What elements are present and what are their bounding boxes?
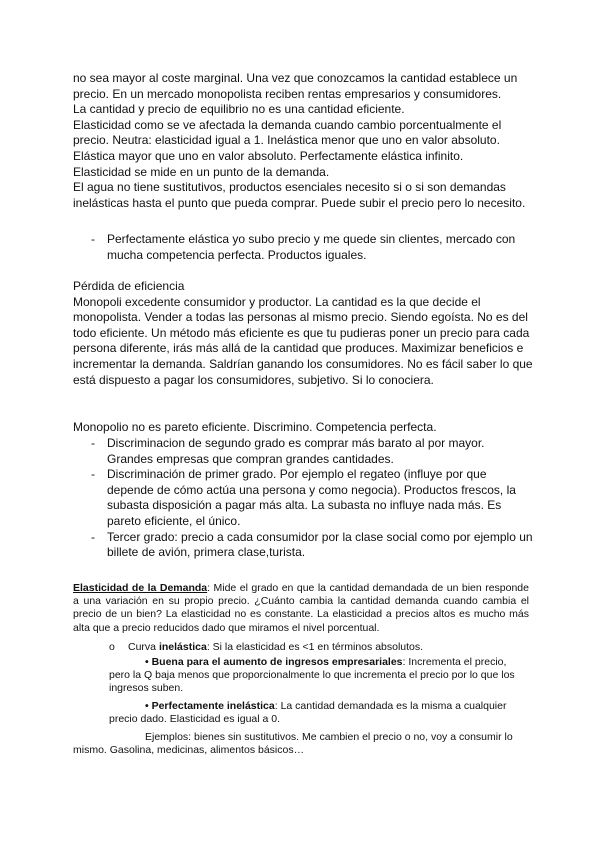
bullet-item	[91, 436, 533, 467]
bullet-text: Perfectamente elástica yo subo precio y me quede sin clientes, mercado con mucha competencia perfecta. Productos iguales.	[107, 232, 516, 262]
dash-marker: -	[91, 232, 95, 246]
section-title: Elasticidad de la Demanda	[73, 582, 208, 594]
paragraph: Elasticidad se mide en un punto de la demanda.	[73, 164, 330, 179]
dash-marker: -	[91, 529, 95, 544]
bullet-item	[91, 530, 533, 561]
bullet-item	[91, 232, 533, 263]
curve-inelastic-line	[128, 641, 528, 654]
sub-item-text: : La cantidad demandada es la misma a cualquier precio dado. Elasticidad es igual a 0.	[109, 700, 507, 726]
sub-item	[109, 656, 529, 696]
sub-item	[109, 700, 529, 726]
sub-item-text: : Incrementa el precio, pero la Q baja menos que proporcionalmente lo que incrementa el precio por lo que los ingresos suben.	[109, 656, 515, 695]
notes-block-1	[73, 71, 533, 211]
paragraph: La cantidad y precio de equilibrio no es una cantidad eficiente.	[73, 102, 405, 117]
paragraph: Monopolio no es pareto eficiente. Discrimino. Competencia perfecta.	[73, 420, 437, 434]
curve-term: inelástica	[158, 641, 207, 653]
paragraph: El agua no tiene sustitutivos, productos esenciales necesito si o si son demandas inelásticas hasta el punto que pueda comprar. Puede subir el precio pero lo necesito.	[73, 180, 526, 210]
section-intro: : Mide el grado en que la cantidad demandada de un bien responde a una variación en su propio precio. ¿Cuánto cambia la cantidad demanda cuando cambia el precio de un bien? La elasticidad no es constante. La elasticidad a precios altos es mucho más alta que a precio reducidos dado que miramos el nivel porcentual.	[73, 582, 529, 634]
bullet-text: Tercer grado: precio a cada consumidor por la clase social como por ejemplo un billete de avión, primera clase,turista.	[107, 529, 533, 560]
bullet-list	[91, 436, 533, 561]
examples-text: Ejemplos: bienes sin sustitutivos. Me cambien el precio o no, voy a consumir lo mismo. Gasolina, medicinas, alimentos básicos…	[73, 731, 513, 757]
section-heading: Pérdida de eficiencia	[73, 279, 185, 293]
dash-marker: -	[91, 467, 95, 482]
paragraph: Monopoli excedente consumidor y productor. La cantidad es la que decide el monopolista. Vender a todas las personas al mismo precio. Siendo egoísta. No es del todo eficiente. Un método más eficiente es que tu pudieras poner un precio para cada persona diferente, irás más allá de la cantidad que produces. Maximizar beneficios e incrementar la demanda. Saldrían ganando los consumidores. No es fácil saber lo que está dispuesto a pagar los consumidores, subjetivo. Si lo conociera.	[73, 294, 533, 387]
sub-item-term: • Perfectamente inelástica	[145, 700, 275, 712]
curve-marker: o	[109, 641, 115, 653]
sub-item-term: • Buena para el aumento de ingresos empresariales	[145, 656, 403, 668]
notes-block-2	[73, 279, 533, 388]
bullet-text: Discriminacion de segundo grado es comprar más barato al por mayor. Grandes empresas que compran grandes cantidades.	[107, 436, 485, 466]
curve-prefix: Curva	[128, 641, 159, 653]
curve-definition: : Si la elasticidad es <1 en términos absolutos.	[206, 641, 424, 653]
paragraph: Elasticidad como se ve afectada la demanda cuando cambio porcentualmente el precio. Neutra: elasticidad igual a 1. Inelástica menor que uno en valor absoluto. Elástica mayor que uno en valor absoluto. Perfectamente elástica infinito.	[73, 117, 502, 163]
dash-marker: -	[91, 436, 95, 450]
bullet-item	[91, 467, 533, 529]
bullet-text: Discriminación de primer grado. Por ejemplo el regateo (influye por que depende de cómo actúa una persona y como negocia). Productos frescos, la subasta disposición a pagar más alta. La subasta no influye nada más. Es pareto eficiente, el único.	[107, 467, 516, 528]
paragraph: no sea mayor al coste marginal. Una vez que conozcamos la cantidad establece un precio. En un mercado monopolista reciben rentas empresarios y consumidores.	[73, 71, 518, 101]
elasticity-section	[73, 582, 529, 635]
